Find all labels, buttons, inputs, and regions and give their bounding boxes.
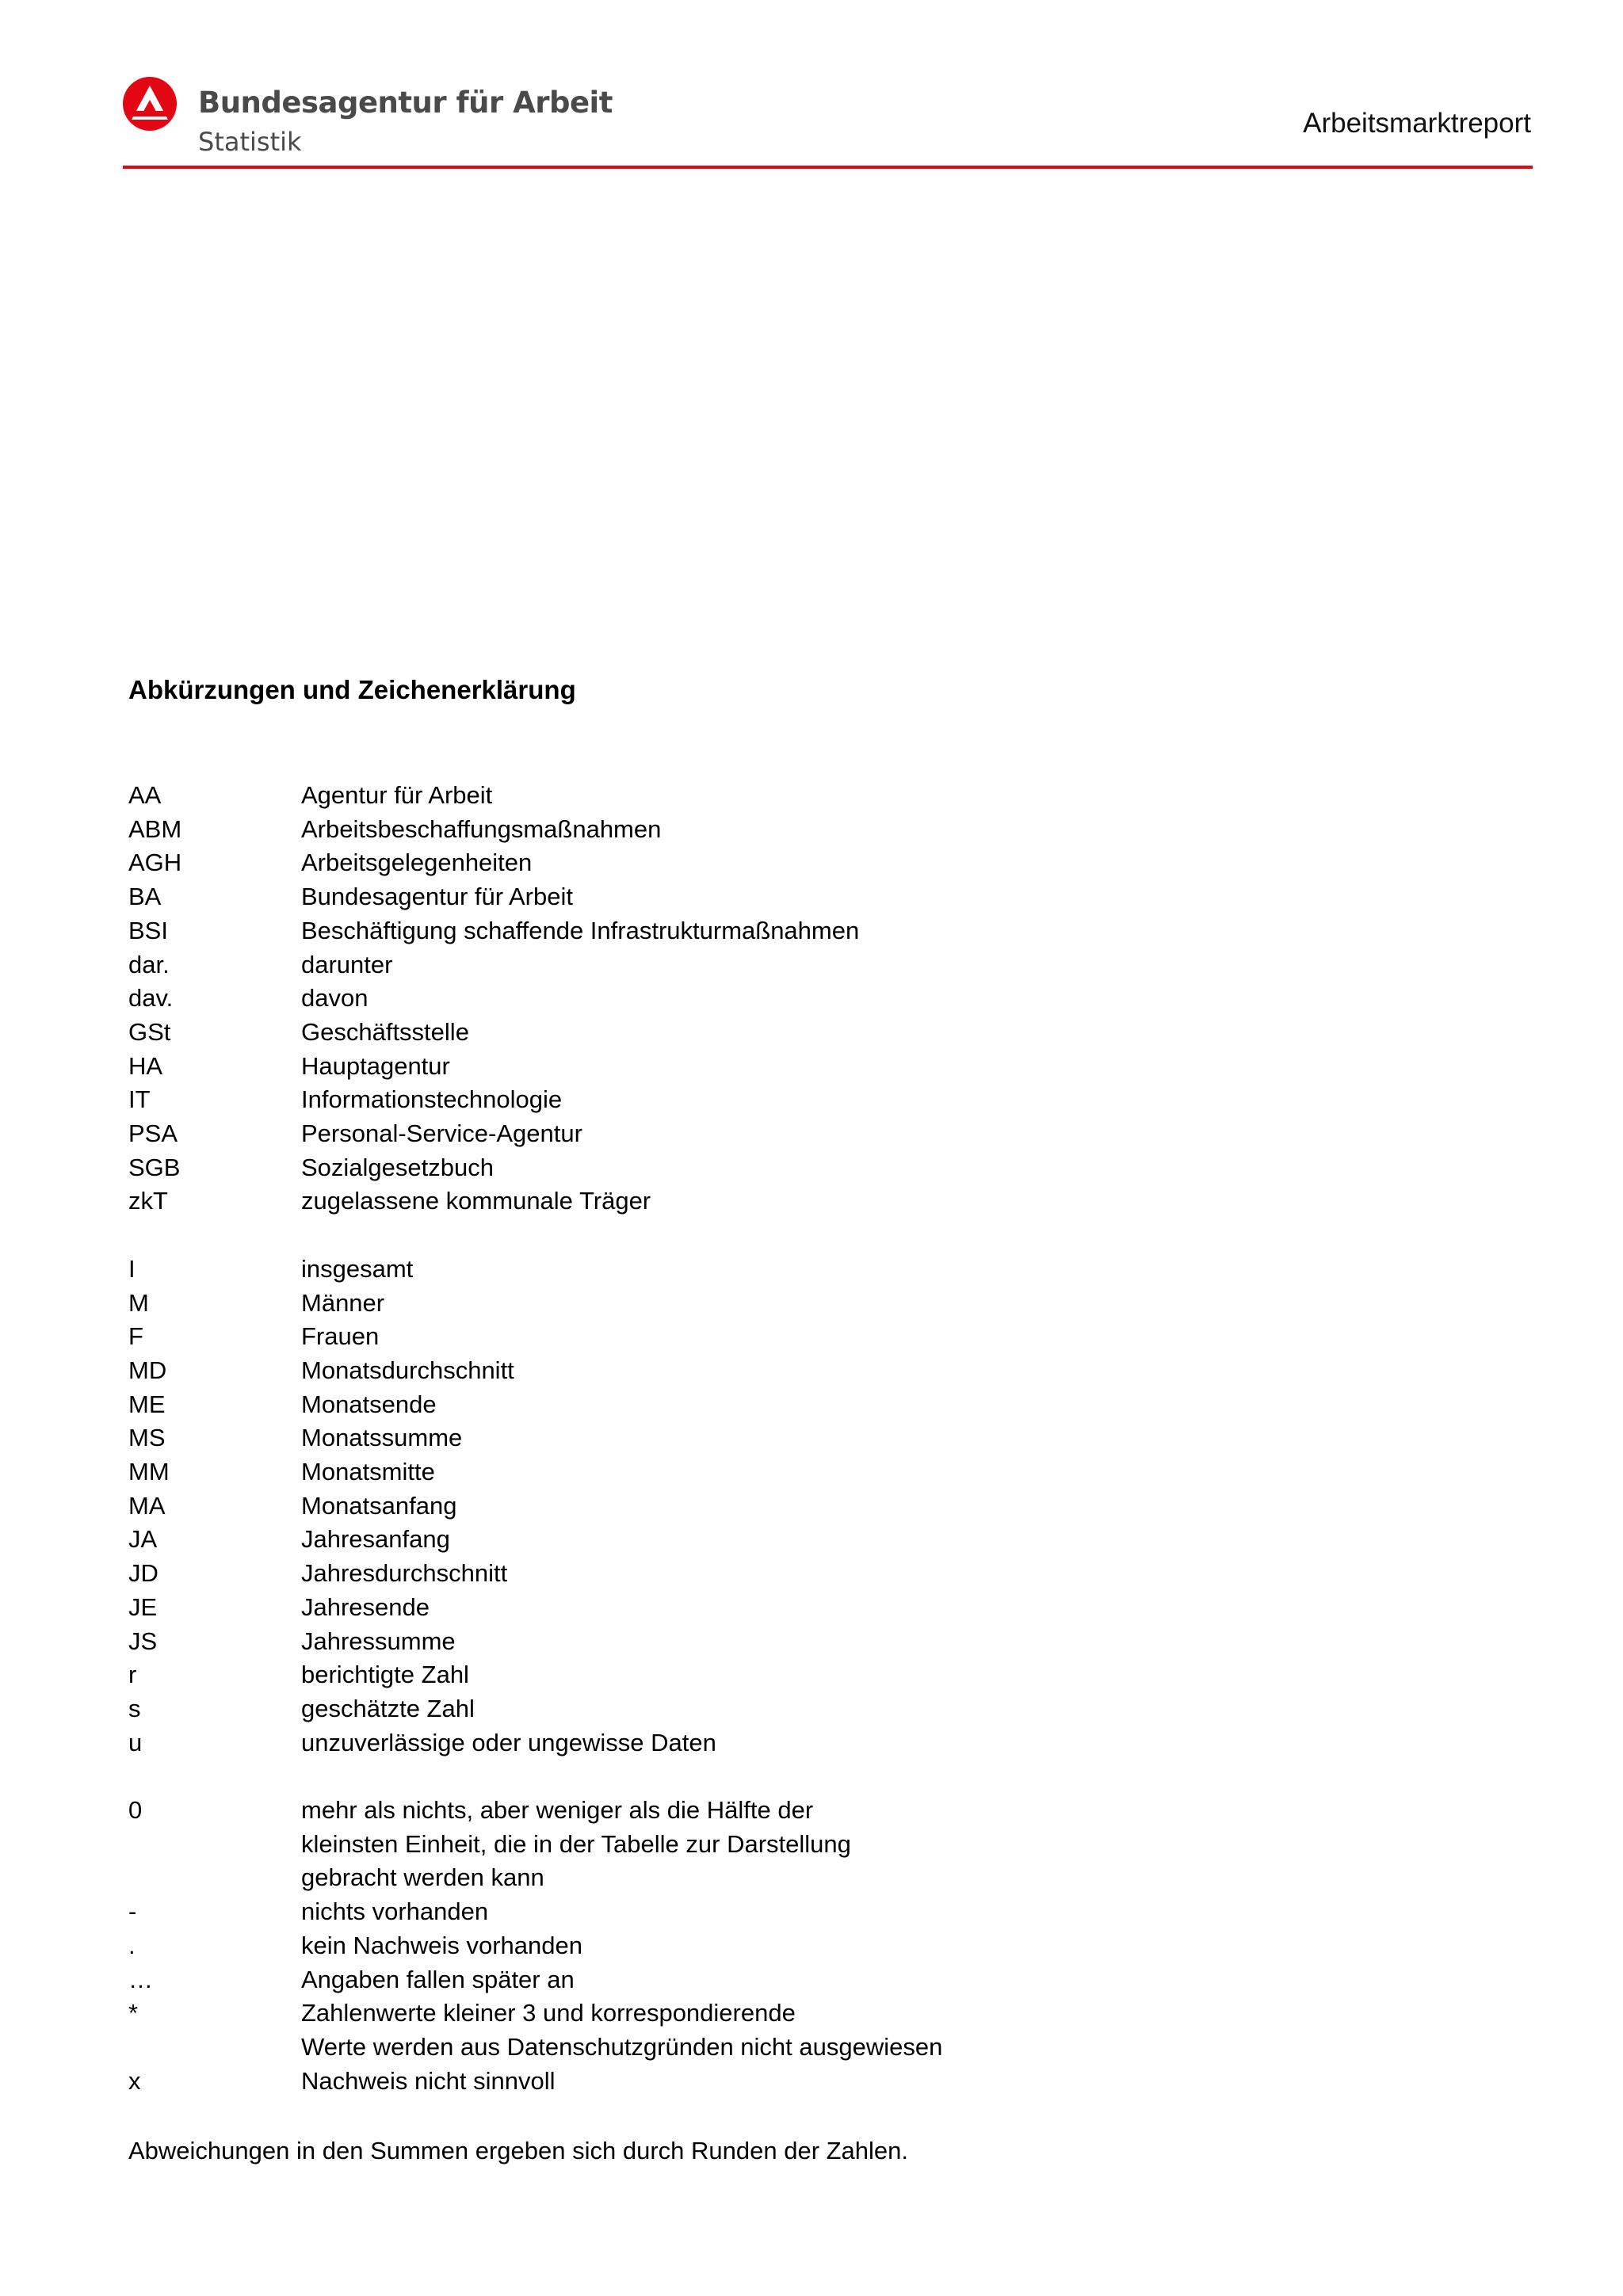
abbreviation-description: Zahlenwerte kleiner 3 und korrespondierende Werte werden aus Datenschutzgründen nicht ausgewiesen — [301, 1999, 943, 2061]
abbreviation-code: I — [128, 1254, 136, 1283]
abbreviation-code: ME — [128, 1390, 166, 1418]
abbreviation-code: … — [128, 1965, 153, 1993]
header-divider — [123, 166, 1533, 169]
abbreviation-code: u — [128, 1728, 143, 1756]
abbreviation-code: r — [128, 1661, 137, 1689]
abbreviation-row — [128, 982, 1476, 1016]
abbreviation-code: s — [128, 1694, 141, 1722]
abbreviation-row — [128, 1963, 1476, 1997]
abbreviation-code: JD — [128, 1559, 158, 1588]
abbreviation-description: Arbeitsgelegenheiten — [301, 849, 533, 877]
abbreviation-row — [128, 880, 1476, 914]
abbreviation-row — [128, 1625, 1476, 1659]
abbreviation-code: MS — [128, 1424, 166, 1452]
abbreviation-description: Frauen — [301, 1322, 380, 1351]
abbreviation-row — [128, 779, 1476, 813]
abbreviation-row — [128, 1726, 1476, 1760]
abbreviation-row — [128, 1151, 1476, 1185]
abbreviation-code: 0 — [128, 1796, 143, 1825]
report-title: Arbeitsmarktreport — [1303, 108, 1531, 139]
abbreviation-code: ABM — [128, 814, 182, 843]
abbreviation-description: zugelassene kommunale Träger — [301, 1187, 651, 1215]
abbreviation-description: Monatsende — [301, 1390, 437, 1418]
abbreviation-description: Jahresende — [301, 1592, 430, 1621]
abbreviation-description: Hauptagentur — [301, 1051, 450, 1080]
abbreviation-row — [128, 1455, 1476, 1489]
abbreviation-code: MA — [128, 1491, 166, 1520]
abbreviation-code: dav. — [128, 984, 174, 1013]
abbreviation-description: unzuverlässige oder ungewisse Daten — [301, 1728, 716, 1756]
section-title: Abkürzungen und Zeichenerklärung — [128, 675, 576, 704]
abbreviation-description: Jahresdurchschnitt — [301, 1559, 508, 1588]
abbreviation-code: BSI — [128, 916, 168, 944]
ba-logo-icon — [120, 76, 179, 132]
abbreviation-row — [128, 846, 1476, 880]
page-header — [0, 0, 1623, 170]
footnote: Abweichungen in den Summen ergeben sich durch Runden der Zahlen. — [128, 2137, 909, 2164]
abbreviation-code: MM — [128, 1458, 170, 1486]
abbreviation-description: darunter — [301, 950, 393, 978]
abbreviation-row — [128, 813, 1476, 847]
abbreviation-row — [128, 1895, 1476, 1929]
abbreviation-row — [128, 1016, 1476, 1050]
abbreviation-description: Monatsmitte — [301, 1458, 435, 1486]
abbreviation-description: Informationstechnologie — [301, 1085, 563, 1114]
abbreviation-description: Sozialgesetzbuch — [301, 1153, 494, 1181]
abbreviation-row — [128, 948, 1476, 982]
group-spacer — [128, 1219, 1476, 1253]
abbreviation-row — [128, 1489, 1476, 1524]
abbreviation-row — [128, 1320, 1476, 1354]
abbreviation-row — [128, 1050, 1476, 1084]
abbreviation-description: Monatsanfang — [301, 1491, 457, 1520]
abbreviation-code: IT — [128, 1085, 151, 1114]
abbreviation-description: davon — [301, 984, 369, 1013]
abbreviation-row — [128, 1421, 1476, 1455]
abbreviation-row — [128, 1523, 1476, 1557]
abbreviation-code: JE — [128, 1592, 158, 1621]
abbreviation-code: MD — [128, 1356, 167, 1384]
abbreviation-code: - — [128, 1897, 137, 1926]
abbreviation-row — [128, 1997, 1476, 2064]
abbreviation-code: F — [128, 1322, 143, 1351]
abbreviation-code: x — [128, 2066, 141, 2095]
abbreviation-row — [128, 1692, 1476, 1726]
abbreviation-description: nichts vorhanden — [301, 1897, 489, 1926]
abbreviation-description: Monatsdurchschnitt — [301, 1356, 514, 1384]
abbreviation-row — [128, 1117, 1476, 1151]
abbreviation-code: AGH — [128, 849, 182, 877]
abbreviation-row — [128, 1083, 1476, 1117]
abbreviation-row — [128, 1658, 1476, 1692]
abbreviation-description: Jahressumme — [301, 1627, 456, 1655]
abbreviation-row — [128, 1253, 1476, 1287]
abbreviation-row — [128, 914, 1476, 948]
abbreviation-row — [128, 1388, 1476, 1422]
group-spacer — [128, 1760, 1476, 1794]
abbreviation-code: . — [128, 1931, 136, 1959]
abbreviation-code: SGB — [128, 1153, 181, 1181]
abbreviation-description: Angaben fallen später an — [301, 1965, 575, 1993]
abbreviation-description: Beschäftigung schaffende Infrastrukturmaßnahmen — [301, 916, 860, 944]
abbreviation-description: Nachweis nicht sinnvoll — [301, 2066, 556, 2095]
abbreviation-code: dar. — [128, 950, 170, 978]
abbreviation-row — [128, 1557, 1476, 1591]
abbreviation-description: Monatssumme — [301, 1424, 463, 1452]
abbreviation-code: PSA — [128, 1119, 178, 1148]
abbreviation-description: Geschäftsstelle — [301, 1017, 469, 1046]
abbreviation-description: berichtigte Zahl — [301, 1661, 469, 1689]
abbreviation-description: Agentur für Arbeit — [301, 781, 493, 809]
abbreviation-description: geschätzte Zahl — [301, 1694, 475, 1722]
abbreviation-row — [128, 1794, 1476, 1895]
abbreviation-list — [128, 779, 1476, 2098]
abbreviation-row — [128, 1929, 1476, 1963]
abbreviation-code: JS — [128, 1627, 158, 1655]
abbreviation-code: * — [128, 1999, 139, 2027]
abbreviation-description: mehr als nichts, aber weniger als die Hälfte der kleinsten Einheit, die in der Tabelle zur Darstellung gebracht werden kann — [301, 1796, 851, 1892]
abbreviation-description: Männer — [301, 1288, 385, 1317]
abbreviation-description: Bundesagentur für Arbeit — [301, 883, 573, 911]
abbreviation-row — [128, 1354, 1476, 1388]
abbreviation-row — [128, 1591, 1476, 1625]
abbreviation-row — [128, 1287, 1476, 1321]
abbreviation-description: Arbeitsbeschaffungsmaßnahmen — [301, 814, 662, 843]
abbreviation-code: AA — [128, 781, 162, 809]
abbreviation-description: kein Nachweis vorhanden — [301, 1931, 582, 1959]
abbreviation-description: Personal-Service-Agentur — [301, 1119, 582, 1148]
abbreviation-code: M — [128, 1288, 149, 1317]
abbreviation-row — [128, 2065, 1476, 2099]
abbreviation-description: insgesamt — [301, 1254, 414, 1283]
abbreviation-code: JA — [128, 1525, 158, 1554]
abbreviation-description: Jahresanfang — [301, 1525, 450, 1554]
abbreviation-code: GSt — [128, 1017, 171, 1046]
abbreviation-code: HA — [128, 1051, 163, 1080]
abbreviation-row — [128, 1184, 1476, 1219]
org-subtitle: Statistik — [198, 127, 302, 157]
abbreviation-code: BA — [128, 883, 162, 911]
abbreviation-code: zkT — [128, 1187, 168, 1215]
org-name: Bundesagentur für Arbeit — [198, 86, 613, 120]
